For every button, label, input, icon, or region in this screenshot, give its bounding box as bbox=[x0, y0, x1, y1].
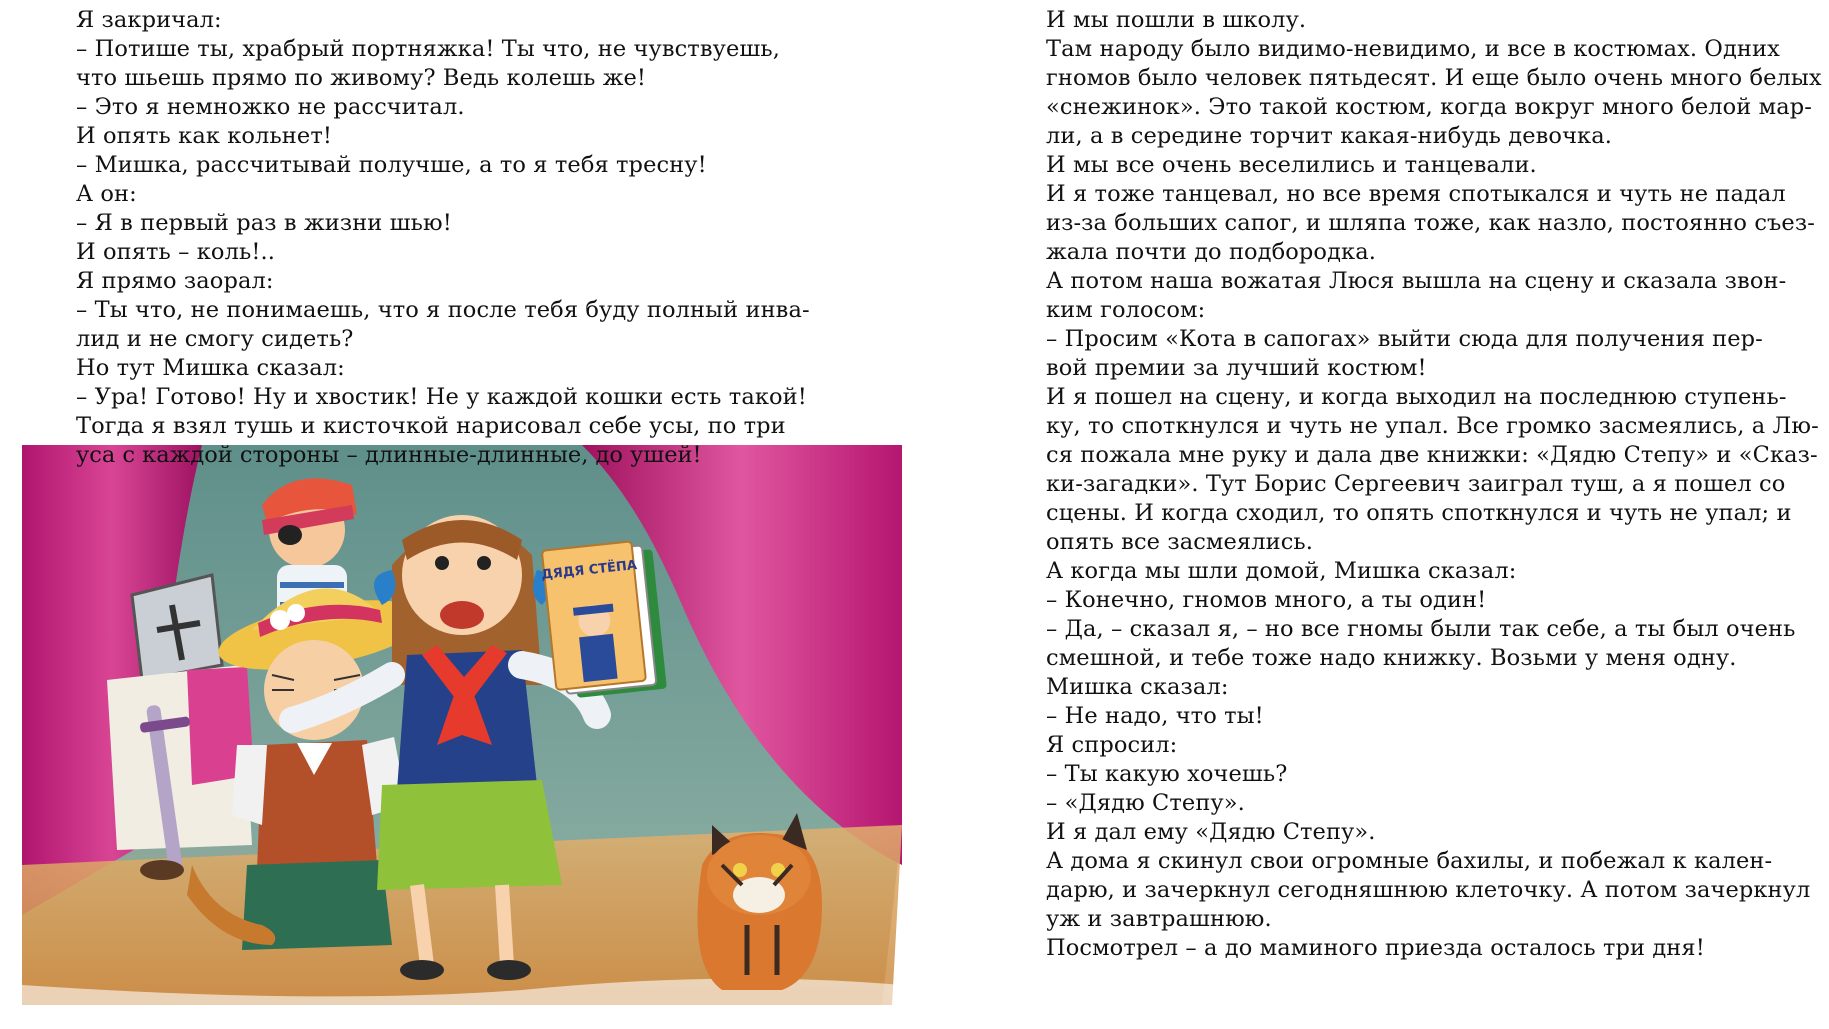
paragraph-line: из-за больших сапог, и шляпа тоже, как назло, постоянно съез- bbox=[1046, 210, 1815, 236]
paragraph-line: «снежинок». Это такой костюм, когда вокруг много белой мар- bbox=[1046, 94, 1812, 120]
paragraph-line: вой премии за лучший костюм! bbox=[1046, 355, 1427, 381]
paragraph-line: жала почти до подбородка. bbox=[1046, 239, 1376, 265]
paragraph-line: Тогда я взял тушь и кисточкой нарисовал себе усы, по три bbox=[76, 413, 786, 439]
paragraph-line: ки-загадки». Тут Борис Сергеевич заиграл туш, а я пошел со bbox=[1046, 471, 1786, 497]
paragraph-line: дарю, и зачеркнул сегодняшнюю клеточку. А потом зачеркнул bbox=[1046, 877, 1811, 903]
paragraph-line: – Ты что, не понимаешь, что я после тебя буду полный инва- bbox=[76, 297, 810, 323]
paragraph-line: Я прямо заорал: bbox=[76, 268, 274, 294]
paragraph-line: А потом наша вожатая Люся вышла на сцену и сказала звон- bbox=[1046, 268, 1787, 294]
paragraph-line: Я спросил: bbox=[1046, 732, 1178, 758]
book-stack bbox=[539, 539, 667, 700]
paragraph-line: ким голосом: bbox=[1046, 297, 1206, 323]
book-title: ДЯДЯ СТЁПА bbox=[540, 557, 638, 583]
paragraph-line: – Это я немножко не рассчитал. bbox=[76, 94, 465, 120]
left-text-overlay bbox=[76, 441, 702, 470]
cat bbox=[698, 813, 823, 990]
paragraph-line: – Да, – сказал я, – но все гномы были так себе, а ты был очень bbox=[1046, 616, 1796, 642]
paragraph-line: опять все засмеялись. bbox=[1046, 529, 1314, 555]
paragraph-line: ку, то споткнулся и чуть не упал. Все громко засмеялись, а Лю- bbox=[1046, 413, 1819, 439]
stage-illustration bbox=[22, 445, 902, 1005]
paragraph-line: А дома я скинул свои огромные бахилы, и побежал к кален- bbox=[1046, 848, 1773, 874]
paragraph-line: И мы пошли в школу. bbox=[1046, 7, 1307, 33]
paragraph-line: А он: bbox=[76, 181, 137, 207]
paragraph-line: Но тут Мишка сказал: bbox=[76, 355, 345, 381]
paragraph-line: И опять – коль!.. bbox=[76, 239, 275, 265]
paragraph-line: Я закричал: bbox=[76, 7, 222, 33]
paragraph-line: сцены. И когда сходил, то опять споткнулся и чуть не упал; и bbox=[1046, 500, 1792, 526]
paragraph-line: уса с каждой стороны – длинные-длинные, до ушей! bbox=[76, 442, 702, 468]
paragraph-line: смешной, и тебе тоже надо книжку. Возьми у меня одну. bbox=[1046, 645, 1737, 671]
paragraph-line: И мы все очень веселились и танцевали. bbox=[1046, 152, 1537, 178]
paragraph-line: – Не надо, что ты! bbox=[1046, 703, 1264, 729]
paragraph-line: уж и завтрашнюю. bbox=[1046, 906, 1272, 932]
paragraph-line: И я дал ему «Дядю Степу». bbox=[1046, 819, 1376, 845]
paragraph-line: – Я в первый раз в жизни шью! bbox=[76, 210, 452, 236]
paragraph-line: – «Дядю Степу». bbox=[1046, 790, 1245, 816]
paragraph-line: Там народу было видимо-невидимо, и все в костюмах. Одних bbox=[1046, 36, 1780, 62]
paragraph-line: – Ты какую хочешь? bbox=[1046, 761, 1288, 787]
paragraph-line: Посмотрел – а до маминого приезда осталось три дня! bbox=[1046, 935, 1705, 961]
paragraph-line: – Ура! Готово! Ну и хвостик! Не у каждой кошки есть такой! bbox=[76, 384, 807, 410]
paragraph-line: ся пожала мне руку и дала две книжки: «Дядю Степу» и «Сказ- bbox=[1046, 442, 1818, 468]
paragraph-line: Мишка сказал: bbox=[1046, 674, 1229, 700]
paragraph-line: И опять как кольнет! bbox=[76, 123, 333, 149]
left-text-column bbox=[76, 6, 856, 441]
paragraph-line: – Мишка, рассчитывай получше, а то я тебя тресну! bbox=[76, 152, 707, 178]
paragraph-line: лид и не смогу сидеть? bbox=[76, 326, 354, 352]
paragraph-line: гномов было человек пятьдесят. И еще было очень много белых bbox=[1046, 65, 1822, 91]
paragraph-line: – Просим «Кота в сапогах» выйти сюда для получения пер- bbox=[1046, 326, 1763, 352]
paragraph-line: И я пошел на сцену, и когда выходил на последнюю ступень- bbox=[1046, 384, 1787, 410]
paragraph-line: – Конечно, гномов много, а ты один! bbox=[1046, 587, 1487, 613]
right-text-column bbox=[1046, 6, 1822, 963]
paragraph-line: ли, а в середине торчит какая-нибудь девочка. bbox=[1046, 123, 1612, 149]
paragraph-line: А когда мы шли домой, Мишка сказал: bbox=[1046, 558, 1517, 584]
paragraph-line: – Потише ты, храбрый портняжка! Ты что, не чувствуешь, bbox=[76, 36, 780, 62]
paragraph-line: что шьешь прямо по живому? Ведь колешь же! bbox=[76, 65, 647, 91]
paragraph-line: И я тоже танцевал, но все время спотыкался и чуть не падал bbox=[1046, 181, 1786, 207]
